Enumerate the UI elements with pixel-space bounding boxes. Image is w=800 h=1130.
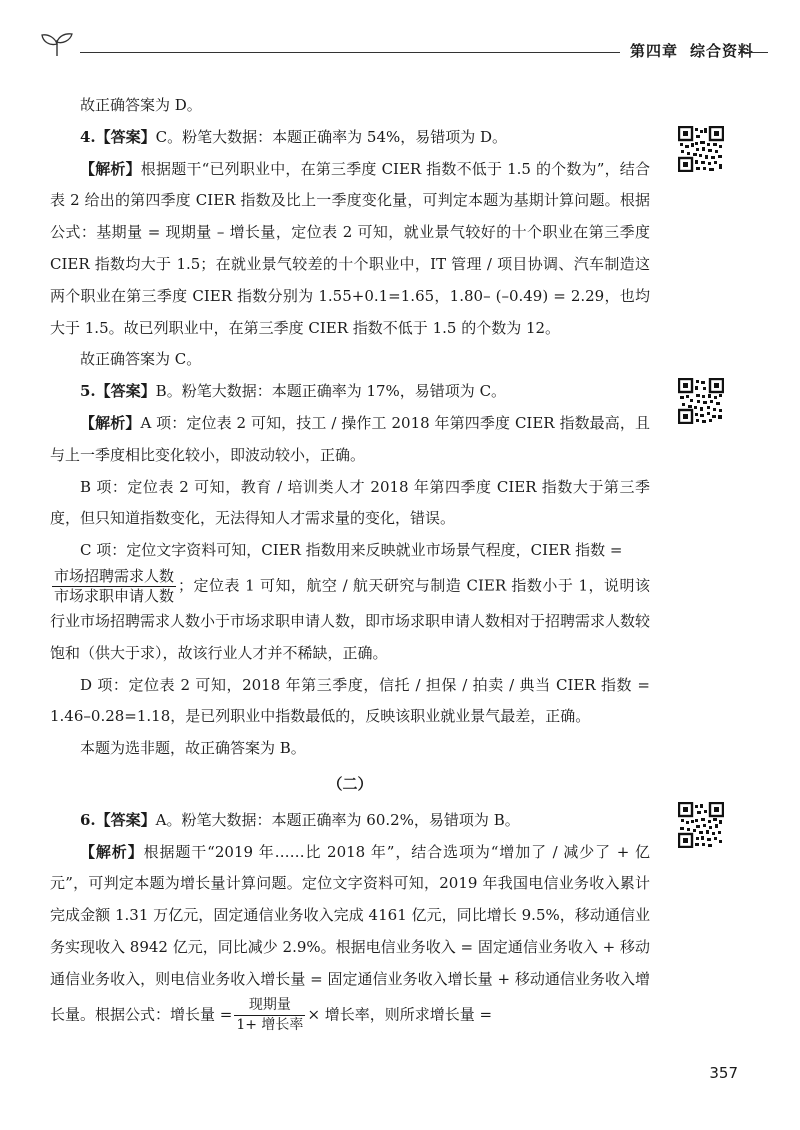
qr-code-icon[interactable]	[678, 378, 724, 424]
qr-code-icon[interactable]	[678, 802, 724, 848]
answer-4: 4.【答案】C。粉笔大数据：本题正确率为 54%，易错项为 D。	[80, 127, 508, 146]
fraction-cier: $\frac{\text{市场招聘需求人数}}{\text{市场求职申请人数}}$	[54, 566, 175, 605]
analysis-5-d: D 项：定位表 2 可知，2018 年第三季度，信托 / 担保 / 拍卖 / 典当 CIER 指数 = 1.46–0.28=1.18，是已列职业中指数最低的，反映该职业就业景气最差，正确。	[50, 675, 650, 726]
page-header	[40, 30, 760, 70]
qr-code-icon[interactable]	[678, 126, 724, 172]
section-heading: （二）	[327, 774, 373, 793]
analysis-6: 【解析】根据题干“2019 年……比 2018 年”，结合选项为“增加了 / 减少了 + 亿元”，可判定本题为增长量计算问题。定位文字资料可知，2019 年我国电信业务收入累计完成金额 1.31 万亿元，固定通信业务收入完成 4161 亿元，同比增长 9.5%，移动通信业务实现收入 8942 亿元，同比减少 2.9%。根据电信业务收入 = 固定通信业务收入 + 移动通信业务收入，则电信业务收入增长量 = 固定通信业务收入增长量 + 移动通信业务收入增长量。根据公式：增长量 = $\frac{\text{现期量}}{\text{1+ 增长率}}$ × 增长率，则所求增长量 =	[50, 842, 650, 1033]
chapter-name: 综合资料	[690, 42, 755, 60]
answer-5: 5.【答案】B。粉笔大数据：本题正确率为 17%，易错项为 C。	[80, 382, 507, 401]
chapter-title	[630, 40, 754, 61]
analysis-5-b: B 项：定位表 2 可知，教育 / 培训类人才 2018 年第四季度 CIER 指数大于第三季度，但只知道指数变化，无法得知人才需求量的变化，错误。	[50, 477, 650, 528]
paragraph-conclusion-5: 本题为选非题，故正确答案为 B。	[80, 739, 306, 758]
paragraph-conclusion-4: 故正确答案为 C。	[80, 350, 202, 369]
leaf-icon	[40, 32, 74, 58]
answer-6: 6.【答案】A。粉笔大数据：本题正确率为 60.2%，易错项为 B。	[80, 810, 520, 829]
page-number: 357	[709, 1064, 738, 1082]
analysis-5-a: 【解析】A 项：定位表 2 可知，技工 / 操作工 2018 年第四季度 CIER 指数最高，且与上一季度相比变化较小，即波动较小，正确。	[50, 413, 650, 464]
header-rule	[80, 52, 620, 53]
analysis-4: 【解析】根据题干“已列职业中，在第三季度 CIER 指数不低于 1.5 的个数为”，结合表 2 给出的第四季度 CIER 指数及比上一季度变化量，可判定本题为基期计算问题。根据公式：基期量 = 现期量 – 增长量，定位表 2 可知，就业景气较好的十个职业在第三季度 CIER 指数均大于 1.5；在就业景气较差的十个职业中，IT 管理 / 项目协调、汽车制造这两个职业在第三季度 CIER 指数分别为 1.55+0.1=1.65，1.80– (–0.49) = 2.29，也均大于 1.5。故已列职业中，在第三季度 CIER 指数不低于 1.5 的个数为 12。	[50, 159, 650, 337]
chapter-number: 第四章	[630, 42, 679, 60]
page-content	[50, 90, 650, 1035]
header-rule-right	[738, 52, 768, 53]
paragraph-1: 故正确答案为 D。	[80, 96, 202, 114]
fraction-growth: $\frac{\text{现期量}}{\text{1+ 增长率}}$	[236, 996, 304, 1033]
analysis-5-c: C 项：定位文字资料可知，CIER 指数用来反映就业市场景气程度，CIER 指数 = $\frac{\text{市场招聘需求人数}}{\text{市场求职申请人数}}$ ；定位表 1 可知，航空 / 航天研究与制造 CIER 指数小于 1，说明该行业市场招聘需求人数小于市场求职申请人数，即市场求职申请人数相对于招聘需求人数较饱和（供大于求），故该行业人才并不稀缺，正确。	[50, 541, 651, 662]
